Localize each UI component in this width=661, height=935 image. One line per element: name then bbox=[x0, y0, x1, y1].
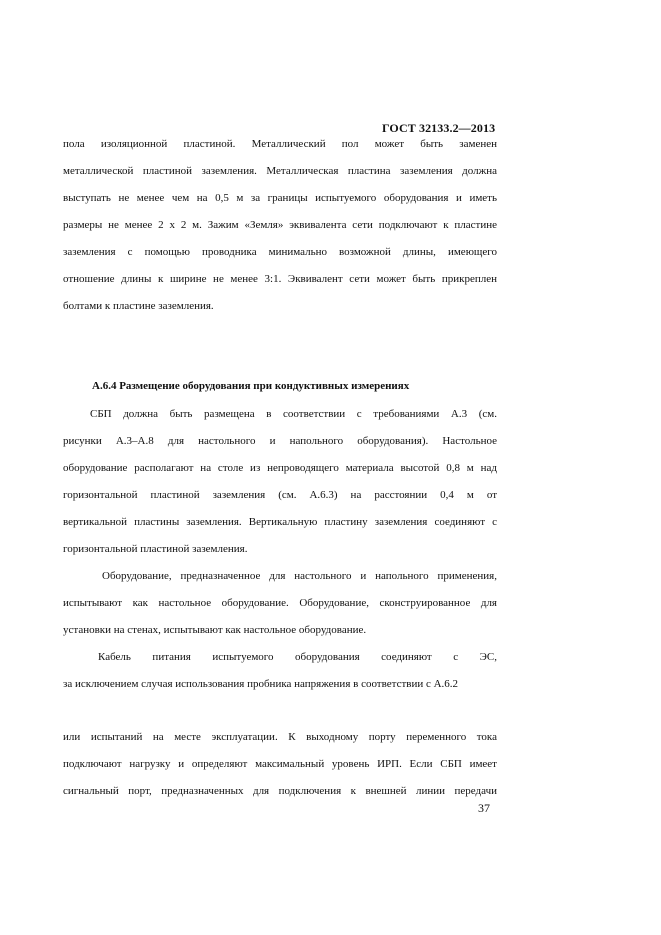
paragraph1-line: пола изоляционной пластиной. Металлический пол может быть заменен bbox=[63, 138, 497, 150]
section-heading: А.6.4 Размещение оборудования при кондуктивных измерениях bbox=[92, 380, 410, 392]
paragraph3-line: Оборудование, предназначенное для настольного и напольного применения, bbox=[102, 570, 497, 582]
paragraph2-line: рисунки А.3–А.8 для настольного и напольного оборудования). Настольное bbox=[63, 435, 497, 447]
paragraph5-line: подключают нагрузку и определяют максимальный уровень ИРП. Если СБП имеет bbox=[63, 758, 497, 770]
paragraph2-line: оборудование располагают на столе из непроводящего материала высотой 0,8 м над bbox=[63, 462, 497, 474]
paragraph1-line: выступать не менее чем на 0,5 м за границы испытуемого оборудования и иметь bbox=[63, 192, 497, 204]
page-number: 37 bbox=[478, 801, 490, 815]
standard-header: ГОСТ 32133.2—2013 bbox=[382, 121, 496, 135]
paragraph5-line: или испытаний на месте эксплуатации. К выходному порту переменного тока bbox=[63, 731, 497, 743]
paragraph2-line: горизонтальной пластиной заземления. bbox=[63, 543, 248, 555]
paragraph3-line: установки на стенах, испытывают как настольное оборудование. bbox=[63, 624, 367, 636]
paragraph3-line: испытывают как настольное оборудование. Оборудование, сконструированное для bbox=[63, 597, 497, 609]
paragraph1-line: заземления с помощью проводника минимально возможной длины, имеющего bbox=[63, 246, 497, 258]
paragraph2-line: СБП должна быть размещена в соответствии с требованиями А.3 (см. bbox=[90, 408, 497, 420]
paragraph1-line: металлической пластиной заземления. Металлическая пластина заземления должна bbox=[63, 165, 497, 177]
paragraph2-line: вертикальной пластины заземления. Вертикальную пластину заземления соединяют с bbox=[63, 516, 497, 528]
paragraph4-line: за исключением случая использования пробника напряжения в соответствии с А.6.2 bbox=[63, 678, 459, 690]
paragraph4-line: Кабель питания испытуемого оборудования соединяют с ЭС, bbox=[98, 651, 497, 663]
paragraph2-line: горизонтальной пластиной заземления (см. А.6.3) на расстоянии 0,4 м от bbox=[63, 489, 497, 501]
paragraph5-line: сигнальный порт, предназначенных для подключения к внешней линии передачи bbox=[63, 785, 497, 797]
paragraph1-line: отношение длины к ширине не менее 3:1. Эквивалент сети может быть прикреплен bbox=[63, 273, 497, 285]
paragraph1-line: размеры не менее 2 х 2 м. Зажим «Земля» эквивалента сети подключают к пластине bbox=[63, 219, 497, 231]
paragraph1-line: болтами к пластине заземления. bbox=[63, 300, 214, 312]
